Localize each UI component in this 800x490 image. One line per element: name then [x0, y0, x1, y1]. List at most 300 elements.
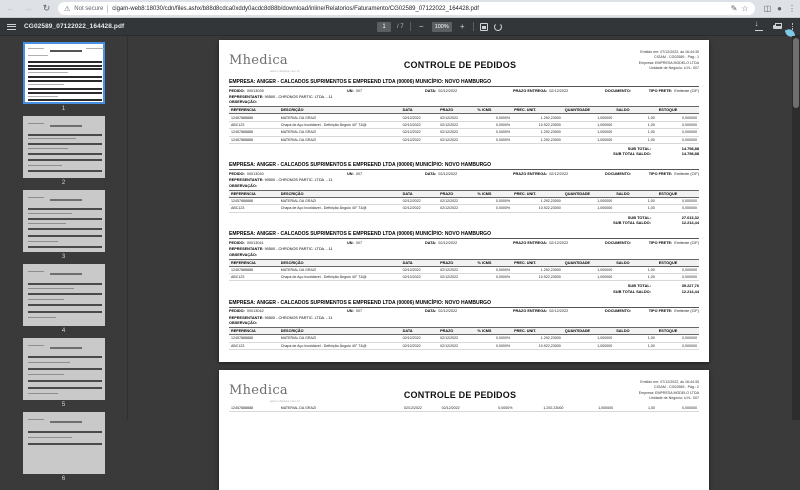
col-data: DATA [401, 259, 438, 266]
pedido-label: PEDIDO: [229, 171, 245, 176]
un-value: 007 [355, 240, 363, 245]
download-icon[interactable] [755, 22, 763, 31]
cell-data: 02/12/2022 [401, 197, 438, 204]
documento-label: DOCUMENTO: [605, 171, 632, 176]
cell-referencia: ABC123 [229, 273, 279, 280]
tipo-frete-value: Emitente (CIF) [674, 171, 699, 176]
scrollbar-thumb[interactable] [793, 38, 799, 108]
col-icms: % ICMS [476, 190, 513, 197]
cell-descricao: MATERIAL DA GRAZI [279, 136, 401, 143]
logo-text: Mhedica [229, 53, 288, 68]
data-value: 02/12/2022 [438, 240, 458, 245]
order-totals [229, 146, 699, 157]
star-icon[interactable]: ☆ [741, 3, 749, 13]
cell-descricao: MATERIAL DA GRAZI [279, 266, 401, 273]
col-data: DATA [401, 190, 438, 197]
un-label: UN: [347, 88, 354, 93]
sub-total-value: 39.227,76 [681, 283, 699, 289]
hamburger-icon[interactable] [7, 24, 16, 30]
plus-icon[interactable]: + [459, 21, 465, 31]
table-row [229, 197, 699, 204]
thumbnail-preview [28, 343, 100, 395]
cell-referencia: ABC123 [229, 342, 279, 349]
page-thumbnail-4[interactable] [23, 264, 105, 326]
table-header-row [229, 107, 699, 114]
table-row [229, 405, 699, 412]
url-text: cigam-web8:18030/cdn/files.ashx/b88d8cdca0xddy0acdc8d88b/download/inline/Relatorios/Faturamento/CG02589_07122022_164428.pdf [112, 5, 479, 12]
cell-prec: 10.922,23000 [512, 121, 563, 128]
sub-total-saldo-label: SUB TOTAL SALDO: [613, 288, 651, 294]
cell-qtd: 1,000000 [563, 136, 614, 143]
side-panel-icon[interactable]: ◫ [763, 3, 772, 13]
cell-prazo: 02/12/2022 [438, 114, 475, 121]
col-referencia: REFERENCIA [229, 328, 279, 335]
cell-saldo: 1,00 [614, 335, 657, 342]
documento-label: DOCUMENTO: [605, 88, 632, 93]
cell-prazo: 02/12/2022 [438, 197, 475, 204]
cell-saldo: 1,00 [614, 342, 657, 349]
col-prazo: PRAZO [438, 328, 475, 335]
pedido-value: 00013040 [246, 171, 264, 176]
security-status-label: Not secure [74, 5, 104, 12]
thumbnail-item[interactable] [23, 116, 105, 186]
thumbnail-number: 4 [61, 328, 66, 334]
cell-qtd: 1,000000 [563, 205, 614, 212]
cell-descricao: Chapa de Aço Inoxidável - Definição Ângulo 40° T&@ [279, 342, 401, 349]
cell-estoque: 0,000000 [657, 205, 699, 212]
cell-prec: 10.922,23000 [512, 273, 563, 280]
cell-saldo: 1,00 [614, 197, 657, 204]
cell-qtd: 1,000000 [563, 129, 614, 136]
un-label: UN: [347, 309, 354, 314]
sub-total-saldo-label: SUB TOTAL SALDO: [613, 220, 651, 226]
col-prec-unit: PREC. UNIT. [512, 259, 563, 266]
thumbnail-number: 6 [61, 476, 66, 482]
thumbnail-item[interactable] [23, 338, 105, 408]
table-row [229, 273, 699, 280]
table-row [229, 205, 699, 212]
cell-data: 02/12/2022 [401, 129, 438, 136]
page-meta-block [579, 378, 699, 402]
system-page-label: CIGAM - CG02589 - Pág.: 1 [654, 55, 699, 60]
items-table [229, 190, 699, 213]
system-page-label: CIGAM - CG02589 - Pág.: 2 [654, 385, 699, 390]
cell-descricao: Chapa de Aço Inoxidável - Definição Ângulo 40° T&@ [279, 205, 401, 212]
cell-icms: 0,0000% [476, 273, 513, 280]
company-logo [229, 378, 341, 403]
sub-total-saldo-value: 12.214,44 [681, 220, 699, 226]
cell-qtd: 1,000000 [563, 266, 614, 273]
cell-saldo: 1,00 [614, 136, 657, 143]
table-row [229, 129, 699, 136]
cell-descricao: MATERIAL DA GRAZI [279, 197, 401, 204]
data-label: DATA: [425, 88, 437, 93]
cell-estoque: 0,000000 [657, 273, 699, 280]
zoom-level-input[interactable]: 100% [432, 22, 452, 32]
emitted-label: Emitido em: 07/12/2022, às 16:44:35 [640, 380, 699, 384]
cell-prazo: 02/12/2022 [438, 129, 475, 136]
data-value: 02/12/2022 [438, 309, 458, 314]
order-company-line: EMPRESA: ANIGER - CALCADOS SUPRIMENTOS E EMPREEND LTDA (00006) MUNICÍPIO: NOVO HAMBURGO [229, 231, 699, 239]
col-descricao: DESCRIÇÃO [279, 107, 401, 114]
cell-icms: 0,0000% [476, 335, 513, 342]
col-descricao: DESCRIÇÃO [279, 328, 401, 335]
data-value: 02/12/2022 [438, 88, 458, 93]
documento-label: DOCUMENTO: [605, 240, 632, 245]
cell-estoque: 0,000000 [657, 335, 699, 342]
prazo-entrega-label: PRAZO ENTREGA: [513, 240, 548, 245]
cell-data: 02/12/2022 [401, 335, 438, 342]
cell-estoque: 0,000000 [657, 129, 699, 136]
col-icms: % ICMS [476, 259, 513, 266]
cell-prazo: 02/12/2022 [438, 205, 475, 212]
un-label: UN: [347, 171, 354, 176]
thumbnail-number: 3 [61, 254, 66, 260]
page-thumbnail-5[interactable] [23, 338, 105, 400]
representante-value: 90500 - CHRONOS PARTIC. LTDA. - 11 [264, 178, 333, 183]
table-row [229, 342, 699, 349]
cell-data: 02/12/2022 [401, 273, 438, 280]
order-block [229, 300, 699, 350]
emitted-label: Emitido em: 07/12/2022, às 16:44:30 [640, 50, 699, 54]
page-header [229, 378, 699, 403]
col-quantidade: QUANTIDADE [563, 328, 614, 335]
col-data: DATA [401, 328, 438, 335]
cell-estoque: 0,000000 [657, 197, 699, 204]
cell-icms: 0,0000% [476, 205, 513, 212]
cell-icms: 0,0000% [476, 114, 513, 121]
cell-saldo: 1,00 [614, 129, 657, 136]
cell-qtd: 1,000000 [565, 405, 615, 412]
cell-data: 02/12/2022 [401, 136, 438, 143]
address-bar-divider [107, 5, 108, 13]
cell-qtd: 1,000000 [563, 342, 614, 349]
sub-total-value: 27.013,32 [681, 214, 699, 220]
cell-icms: 0,0000% [476, 136, 513, 143]
col-saldo: SALDO [614, 328, 657, 335]
data-label: DATA: [425, 171, 437, 176]
cell-prec: 1.292,23000 [514, 405, 565, 412]
order-block [229, 162, 699, 225]
cell-descricao: MATERIAL DA GRAZI [279, 114, 401, 121]
cell-referencia: ABC123 [229, 121, 279, 128]
cell-estoque: 0,000000 [657, 266, 699, 273]
pedido-label: PEDIDO: [229, 309, 245, 314]
table-row [229, 114, 699, 121]
cell-referencia: 12457888888 [229, 136, 279, 143]
sub-total-label: SUB TOTAL: [627, 214, 651, 220]
browser-toolbar [0, 0, 800, 18]
cell-estoque: 0,000000 [657, 114, 699, 121]
col-prazo: PRAZO [438, 259, 475, 266]
col-saldo: SALDO [614, 259, 657, 266]
cell-data: 02/12/2022 [402, 405, 440, 412]
sub-total-label: SUB TOTAL: [627, 283, 651, 289]
business-unit-label: Unidade de Negócio: U.N.: 007 [649, 396, 699, 401]
cell-saldo: 1,00 [614, 121, 657, 128]
sub-total-saldo-label: SUB TOTAL SALDO: [613, 151, 651, 157]
order-block [229, 231, 699, 294]
forward-arrow-icon[interactable]: → [24, 3, 33, 13]
representante-value: 90500 - CHRONOS PARTIC. LTDA. - 11 [264, 94, 333, 99]
un-value: 007 [355, 88, 363, 93]
prazo-entrega-label: PRAZO ENTREGA: [513, 171, 548, 176]
page-header [229, 48, 699, 73]
rotate-icon[interactable] [494, 23, 502, 31]
col-saldo: SALDO [614, 107, 657, 114]
cell-prazo: 02/12/2022 [440, 405, 478, 412]
cell-saldo: 1,00 [614, 114, 657, 121]
representante-label: REPRESENTANTE: [229, 178, 264, 183]
company-label: Empresa: EMPRESA MODELO LTDA [638, 390, 699, 395]
cell-estoque: 0,000000 [657, 342, 699, 349]
cell-prazo: 02/12/2022 [438, 335, 475, 342]
page-thumbnail-2[interactable] [23, 116, 105, 178]
cell-prec: 1.292,23000 [512, 129, 563, 136]
col-quantidade: QUANTIDADE [563, 107, 614, 114]
col-estoque: ESTOQUE [657, 259, 699, 266]
page-count-label: / 7 [397, 23, 404, 30]
tipo-frete-value: Emitente (CIF) [674, 240, 699, 245]
items-table [229, 106, 699, 144]
cell-prec: 1.292,23000 [512, 335, 563, 342]
cell-icms: 0,0000% [476, 266, 513, 273]
cell-data: 02/12/2022 [401, 114, 438, 121]
thumbnail-preview [28, 269, 100, 321]
pedido-value: 00013042 [246, 309, 264, 314]
pedido-value: 00013041 [246, 240, 264, 245]
cell-data: 02/12/2022 [401, 205, 438, 212]
cell-prazo: 02/12/2022 [438, 342, 475, 349]
page-title: CONTROLE DE PEDIDOS [403, 390, 517, 400]
edit-pencil-icon[interactable]: ✎ [730, 3, 738, 13]
thumbnail-preview [28, 121, 100, 173]
col-quantidade: QUANTIDADE [563, 190, 614, 197]
logo-text: Mhedica [229, 383, 288, 398]
thumbnail-item[interactable] [23, 264, 105, 334]
col-estoque: ESTOQUE [657, 328, 699, 335]
thumbnail-preview [28, 47, 100, 99]
back-arrow-icon[interactable]: ← [6, 3, 15, 13]
cell-referencia: 12457888888 [229, 129, 279, 136]
representante-label: REPRESENTANTE: [229, 94, 264, 99]
cell-referencia: 12457888888 [229, 266, 279, 273]
cell-descricao: MATERIAL DA GRAZI [279, 129, 401, 136]
vertical-scrollbar[interactable] [792, 36, 800, 420]
cell-qtd: 1,000000 [563, 114, 614, 121]
cell-descricao: Chapa de Aço Inoxidável - Definição Ângulo 40° T&@ [279, 121, 401, 128]
tipo-frete-value: Emitente (CIF) [674, 309, 699, 314]
tipo-frete-label: TIPO FRETE: [648, 240, 673, 245]
table-header-row [229, 190, 699, 197]
cell-prec: 1.292,23000 [512, 136, 563, 143]
cell-qtd: 1,000000 [563, 121, 614, 128]
cell-prec: 1.292,23000 [512, 114, 563, 121]
cell-referencia: 12457888888 [229, 114, 279, 121]
col-prec-unit: PREC. UNIT. [512, 328, 563, 335]
cell-estoque: 0,000000 [657, 121, 699, 128]
cell-icms: 0,0000% [476, 121, 513, 128]
order-company-line: EMPRESA: ANIGER - CALCADOS SUPRIMENTOS E EMPREEND LTDA (00006) MUNICÍPIO: NOVO HAMBURGO [229, 300, 699, 308]
not-secure-warning-icon: ⚠ [64, 5, 71, 13]
table-header-row [229, 259, 699, 266]
table-row [229, 335, 699, 342]
col-prazo: PRAZO [438, 107, 475, 114]
cell-data: 02/12/2022 [401, 121, 438, 128]
col-referencia: REFERENCIA [229, 190, 279, 197]
col-descricao: DESCRIÇÃO [279, 259, 401, 266]
page-title: CONTROLE DE PEDIDOS [403, 60, 517, 70]
cell-referencia: 12457888888 [229, 197, 279, 204]
fit-page-icon[interactable] [480, 23, 488, 31]
observacao-label: OBSERVAÇÃO: [229, 252, 258, 257]
prazo-entrega-label: PRAZO ENTREGA: [513, 309, 548, 314]
cell-descricao: Chapa de Aço Inoxidável - Definição Ângulo 40° T&@ [279, 273, 401, 280]
order-company-line: EMPRESA: ANIGER - CALCADOS SUPRIMENTOS E EMPREEND LTDA (00006) MUNICÍPIO: NOVO HAMBURGO [229, 162, 699, 170]
page-number-input[interactable]: 1 [377, 22, 391, 32]
logo-tagline: www.mhedica.com.br [269, 70, 301, 73]
minus-icon[interactable]: − [418, 21, 424, 31]
kebab-menu-icon[interactable]: ⋮ [788, 3, 796, 13]
pedido-label: PEDIDO: [229, 88, 245, 93]
data-label: DATA: [425, 240, 437, 245]
representante-value: 90500 - CHRONOS PARTIC. LTDA. - 11 [264, 247, 333, 252]
thumbnail-number: 2 [61, 180, 66, 186]
col-saldo: SALDO [614, 190, 657, 197]
cell-icms: 0,0000% [476, 197, 513, 204]
company-logo [229, 48, 341, 73]
items-table [229, 259, 699, 282]
prazo-entrega-value: 02/12/2022 [549, 88, 569, 93]
cell-qtd: 1,000000 [563, 335, 614, 342]
thumbnail-item[interactable] [23, 412, 105, 482]
profile-icon[interactable]: ● [777, 3, 782, 13]
col-prazo: PRAZO [438, 190, 475, 197]
un-value: 007 [355, 171, 363, 176]
items-table [229, 327, 699, 350]
thumbnail-preview [28, 195, 100, 247]
table-row [229, 136, 699, 143]
cell-saldo: 1,00 [614, 205, 657, 212]
cell-saldo: 1,00 [614, 266, 657, 273]
cell-qtd: 1,000000 [563, 273, 614, 280]
cell-estoque: 0,000000 [657, 136, 699, 143]
thumbnail-item[interactable] [23, 42, 105, 112]
cell-saldo: 1,00 [614, 273, 657, 280]
address-bar[interactable] [58, 2, 755, 15]
col-prec-unit: PREC. UNIT. [512, 190, 563, 197]
order-block [229, 79, 699, 156]
cell-referencia: 12457888888 [229, 405, 279, 412]
business-unit-label: Unidade de Negócio: U.N.: 007 [649, 66, 699, 71]
sub-total-saldo-value: 14.798,88 [681, 151, 699, 157]
thumbnail-number: 5 [61, 402, 66, 408]
logo-tagline: www.mhedica.com.br [269, 400, 301, 403]
col-estoque: ESTOQUE [657, 190, 699, 197]
pdf-page-1 [219, 40, 709, 362]
pedido-value: 00013039 [246, 88, 264, 93]
toolbar-divider [410, 22, 411, 31]
representante-label: REPRESENTANTE: [229, 247, 264, 252]
page-thumbnail-6[interactable] [23, 412, 105, 474]
pdf-viewer-toolbar [0, 18, 800, 36]
documento-label: DOCUMENTO: [605, 309, 632, 314]
cell-icms: 0,0000% [477, 405, 514, 412]
tipo-frete-label: TIPO FRETE: [648, 309, 673, 314]
col-estoque: ESTOQUE [657, 107, 699, 114]
cell-icms: 0,0000% [476, 129, 513, 136]
thumbnail-item[interactable] [23, 190, 105, 260]
thumbnail-number: 1 [61, 106, 66, 112]
table-row [229, 266, 699, 273]
company-label: Empresa: EMPRESA MODELO LTDA [638, 60, 699, 65]
col-referencia: REFERENCIA [229, 259, 279, 266]
items-table [229, 405, 699, 412]
document-scroll-area[interactable] [128, 36, 800, 420]
sub-total-value: 14.798,88 [681, 145, 699, 151]
cell-referencia: 12457888888 [229, 335, 279, 342]
page-meta-block [579, 48, 699, 72]
representante-label: REPRESENTANTE: [229, 315, 264, 320]
sub-total-label: SUB TOTAL: [627, 145, 651, 151]
cell-data: 02/12/2022 [401, 266, 438, 273]
data-value: 02/12/2022 [438, 171, 458, 176]
col-referencia: REFERENCIA [229, 107, 279, 114]
cell-estoque: 0,000000 [657, 405, 699, 412]
order-company-line: EMPRESA: ANIGER - CALCADOS SUPRIMENTOS E EMPREEND LTDA (00006) MUNICÍPIO: NOVO HAMBURGO [229, 79, 699, 87]
thumbnail-sidebar[interactable] [0, 36, 128, 482]
un-value: 007 [355, 309, 363, 314]
pedido-label: PEDIDO: [229, 240, 245, 245]
cell-prec: 1.292,23000 [512, 197, 563, 204]
col-icms: % ICMS [476, 107, 513, 114]
cell-prazo: 02/12/2022 [438, 273, 475, 280]
cell-prazo: 02/12/2022 [438, 121, 475, 128]
cell-saldo: 1,00 [615, 405, 657, 412]
col-prec-unit: PREC. UNIT. [512, 107, 563, 114]
observacao-label: OBSERVAÇÃO: [229, 183, 258, 188]
pdf-viewer-body [0, 36, 800, 482]
page-thumbnail-1[interactable] [23, 42, 105, 104]
prazo-entrega-value: 02/12/2022 [549, 309, 569, 314]
reload-icon[interactable]: ↻ [42, 3, 51, 13]
cell-descricao: MATERIAL DA GRAZI [279, 405, 402, 412]
cell-prec: 1.292,23000 [512, 266, 563, 273]
observacao-label: OBSERVAÇÃO: [229, 321, 258, 326]
table-header-row [229, 328, 699, 335]
order-totals [229, 215, 699, 226]
tipo-frete-label: TIPO FRETE: [648, 171, 673, 176]
page-thumbnail-3[interactable] [23, 190, 105, 252]
pdf-document-title: CG02589_07122022_164428.pdf [24, 23, 125, 30]
prazo-entrega-value: 02/12/2022 [549, 240, 569, 245]
col-data: DATA [401, 107, 438, 114]
col-descricao: DESCRIÇÃO [279, 190, 401, 197]
cell-prec: 10.922,23000 [512, 342, 563, 349]
col-icms: % ICMS [476, 328, 513, 335]
prazo-entrega-value: 02/12/2022 [549, 171, 569, 176]
cell-descricao: MATERIAL DA GRAZI [279, 335, 401, 342]
cell-prec: 10.922,23000 [512, 205, 563, 212]
cell-referencia: ABC123 [229, 205, 279, 212]
print-icon[interactable] [773, 23, 782, 31]
table-row [229, 121, 699, 128]
representante-value: 90500 - CHRONOS PARTIC. LTDA. - 11 [264, 315, 333, 320]
tipo-frete-value: Emitente (CIF) [674, 88, 699, 93]
observacao-label: OBSERVAÇÃO: [229, 100, 258, 105]
thumbnail-preview [28, 417, 100, 469]
col-quantidade: QUANTIDADE [563, 259, 614, 266]
